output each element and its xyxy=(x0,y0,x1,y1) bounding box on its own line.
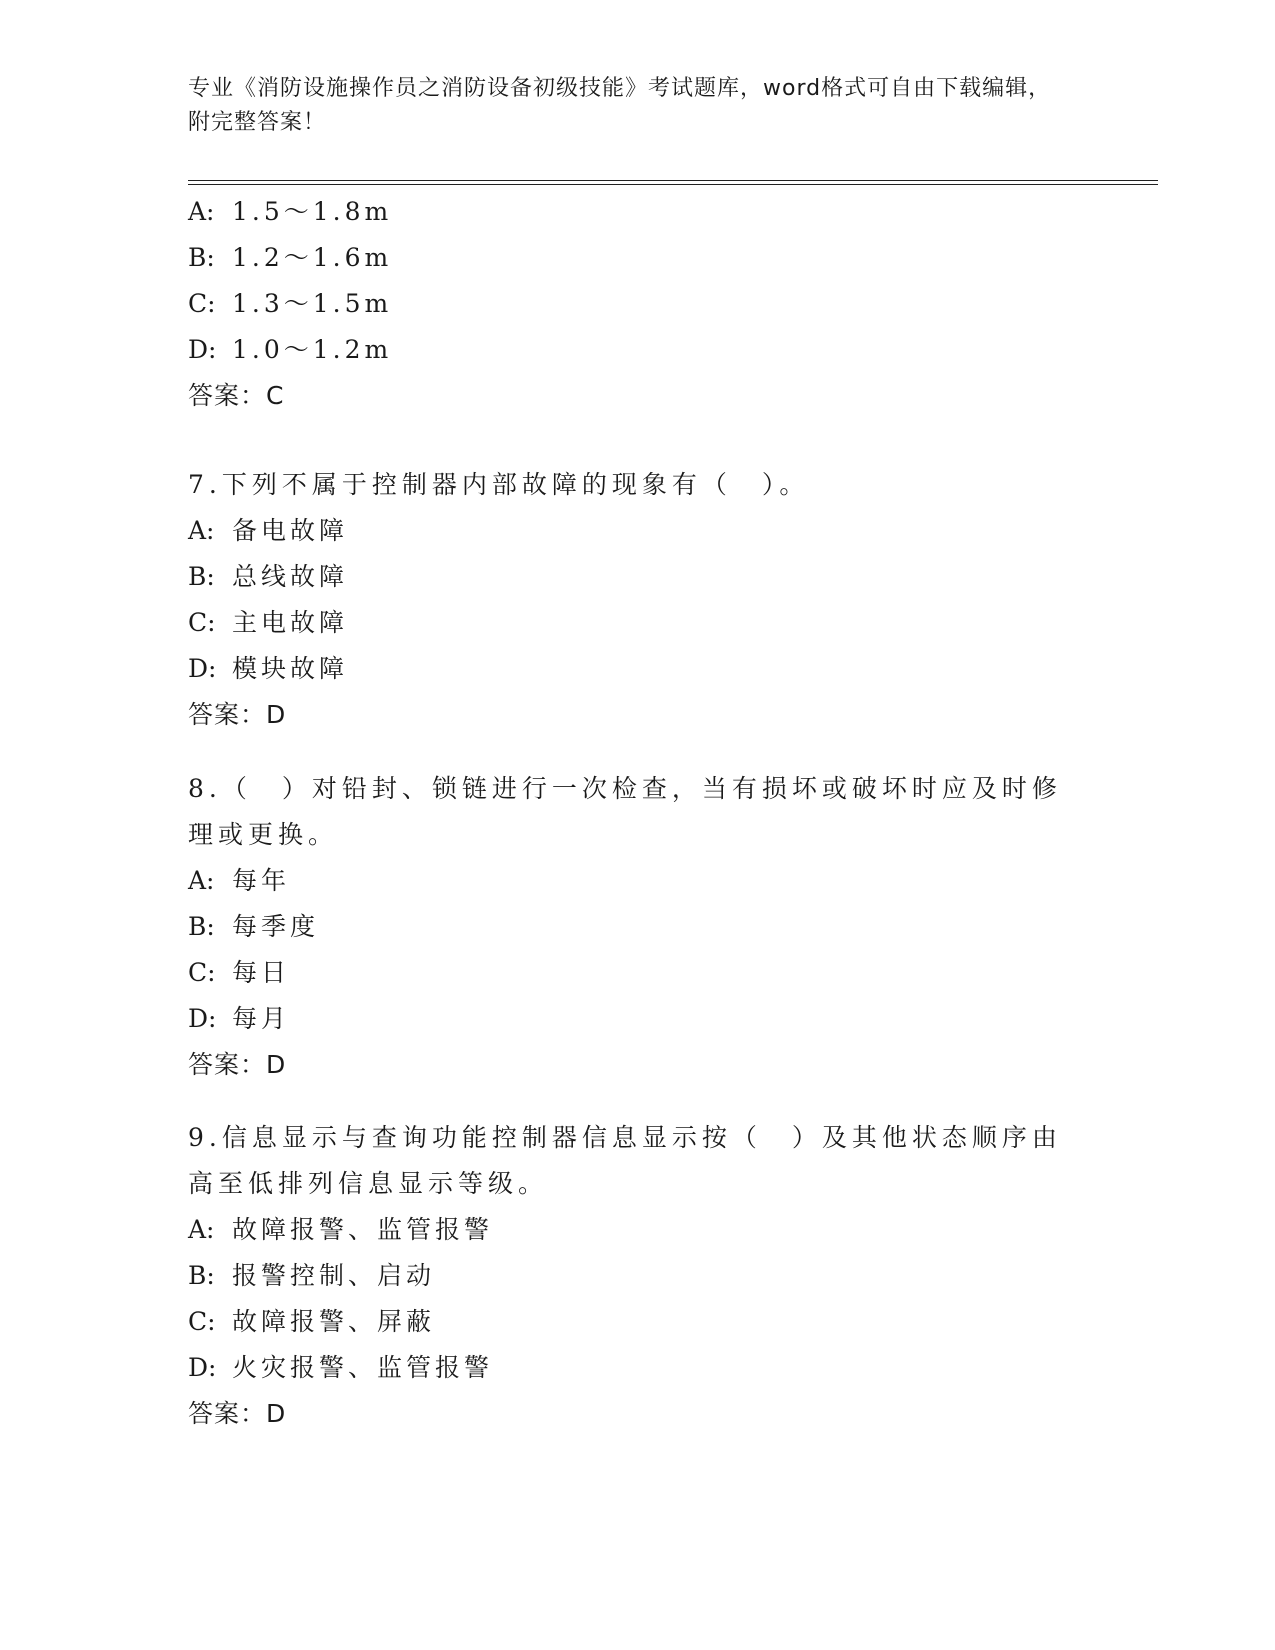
header-divider-top xyxy=(188,180,1158,181)
option-text: 主电故障 xyxy=(232,608,349,637)
option-label: C: xyxy=(188,289,216,318)
option-label: A: xyxy=(188,197,215,226)
option-label: C: xyxy=(188,1307,216,1336)
option-text: 每季度 xyxy=(232,912,320,941)
option-label: B: xyxy=(188,243,215,272)
option-b xyxy=(188,554,1088,600)
option-label: A: xyxy=(188,1215,215,1244)
option-text: 1.2～1.6m xyxy=(232,243,393,272)
question-stem: 9.信息显示与查询功能控制器信息显示按（ ）及其他状态顺序由高至低排列信息显示等级。 xyxy=(188,1123,1062,1198)
option-a xyxy=(188,508,1088,554)
option-b xyxy=(188,1253,1088,1299)
question-9 xyxy=(188,1115,1088,1437)
question-6 xyxy=(188,189,1088,419)
option-text: 故障报警、屏蔽 xyxy=(232,1307,436,1336)
option-c xyxy=(188,281,1088,327)
document-header: 专业《消防设施操作员之消防设备初级技能》考试题库，word格式可自由下载编辑，附完整答案！ xyxy=(188,76,1052,135)
option-a xyxy=(188,189,1088,235)
header-divider-bottom xyxy=(188,184,1158,185)
option-b xyxy=(188,904,1088,950)
option-d xyxy=(188,1345,1088,1391)
answer: 答案：D xyxy=(188,700,287,729)
option-text: 1.3～1.5m xyxy=(232,289,393,318)
option-label: B: xyxy=(188,1261,215,1290)
option-text: 备电故障 xyxy=(232,516,349,545)
option-b xyxy=(188,235,1088,281)
option-d xyxy=(188,327,1088,373)
question-8 xyxy=(188,766,1088,1088)
option-text: 模块故障 xyxy=(232,654,349,683)
option-c xyxy=(188,600,1088,646)
option-d xyxy=(188,996,1088,1042)
option-d xyxy=(188,646,1088,692)
option-label: B: xyxy=(188,562,215,591)
option-text: 总线故障 xyxy=(232,562,349,591)
option-c xyxy=(188,1299,1088,1345)
option-text: 1.0～1.2m xyxy=(232,335,393,364)
option-text: 每年 xyxy=(232,866,291,895)
option-a xyxy=(188,858,1088,904)
option-label: D: xyxy=(188,1353,217,1382)
option-label: D: xyxy=(188,654,217,683)
option-text: 1.5～1.8m xyxy=(232,197,393,226)
option-a xyxy=(188,1207,1088,1253)
answer: 答案：D xyxy=(188,1050,287,1079)
option-label: C: xyxy=(188,958,216,987)
question-7 xyxy=(188,462,1088,738)
option-label: B: xyxy=(188,912,215,941)
option-label: C: xyxy=(188,608,216,637)
option-text: 故障报警、监管报警 xyxy=(232,1215,494,1244)
answer: 答案：D xyxy=(188,1399,287,1428)
option-c xyxy=(188,950,1088,996)
option-label: D: xyxy=(188,1004,217,1033)
question-stem: 7.下列不属于控制器内部故障的现象有（ ）。 xyxy=(188,470,810,499)
option-label: A: xyxy=(188,866,215,895)
answer: 答案：C xyxy=(188,381,285,410)
question-stem: 8.（ ）对铅封、锁链进行一次检查，当有损坏或破坏时应及时修理或更换。 xyxy=(188,774,1062,849)
option-label: D: xyxy=(188,335,217,364)
option-label: A: xyxy=(188,516,215,545)
option-text: 每日 xyxy=(232,958,291,987)
option-text: 火灾报警、监管报警 xyxy=(232,1353,494,1382)
option-text: 报警控制、启动 xyxy=(232,1261,436,1290)
option-text: 每月 xyxy=(232,1004,291,1033)
